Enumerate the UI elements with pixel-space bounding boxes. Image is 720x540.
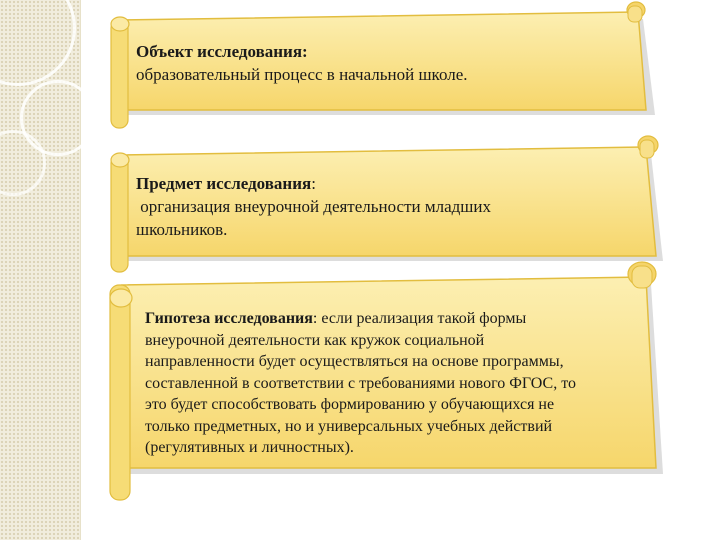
scroll-line: внеурочной деятельности как кружок социальной: [145, 331, 485, 349]
scroll-heading-tail: :: [311, 174, 316, 193]
scroll-heading: Объект исследования:: [136, 42, 308, 61]
scroll-line: (регулятивных и личностных).: [145, 439, 354, 456]
scroll-line: составленной в соответствии с требованиями нового ФГОС, то: [145, 374, 576, 392]
scroll-line: направленности будет осуществляться на основе программы,: [145, 353, 564, 370]
scroll-line: это будет способствовать формированию у обучающихся не: [145, 396, 555, 413]
scroll-line: организация внеурочной деятельности младших: [136, 197, 491, 216]
scroll-line: образовательный процесс в начальной школе.: [136, 65, 468, 84]
scroll-heading: Гипотеза исследования: [145, 310, 313, 327]
scroll-line: только предметных, но и универсальных учебных действий: [145, 417, 553, 435]
scroll-heading: Предмет исследования: [136, 174, 312, 193]
scroll-heading-tail: : если реализация такой формы: [312, 310, 527, 327]
scroll-line: школьников.: [136, 220, 228, 239]
